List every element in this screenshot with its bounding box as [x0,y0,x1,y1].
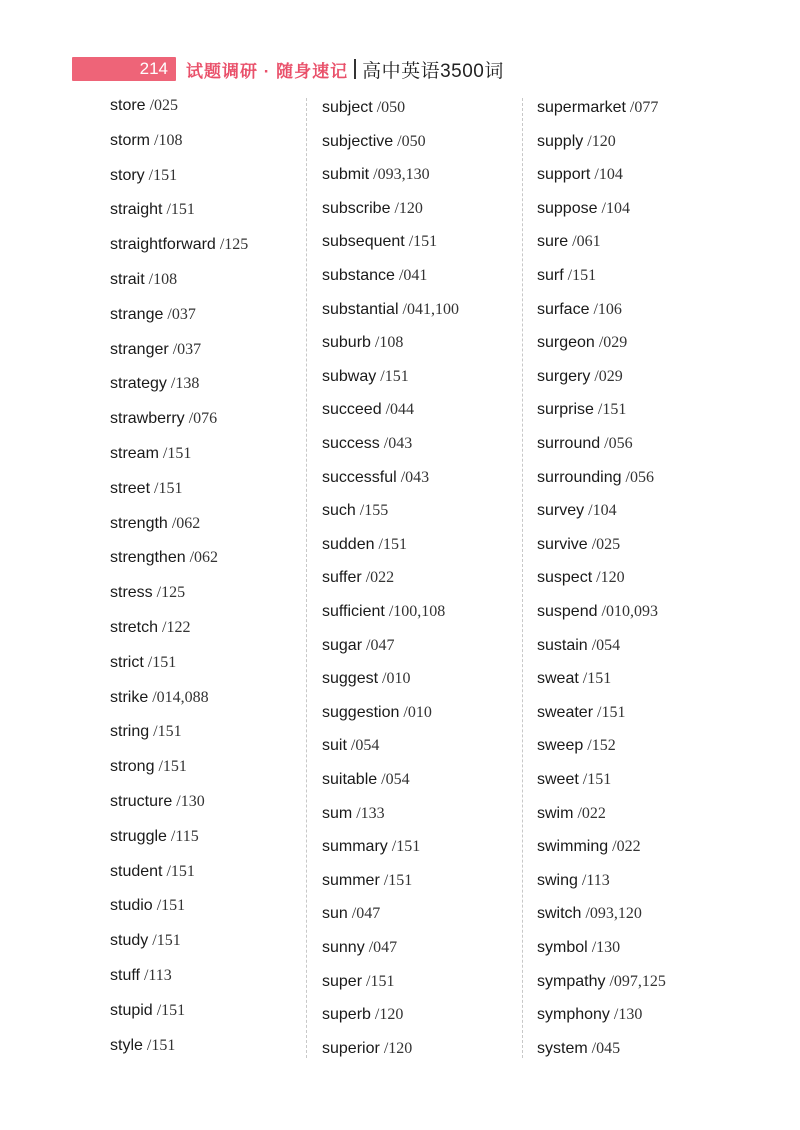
vocab-entry [537,972,666,992]
vocab-page-ref: /100,108 [384,603,446,620]
vocab-entry [322,400,414,420]
vocab-entry [322,669,411,689]
vocab-word: surf [537,267,564,284]
vocab-page-ref: /152 [583,737,616,755]
vocab-entry [110,200,195,220]
vocab-page-ref: /047 [347,905,381,923]
vocab-word: sum [322,804,353,822]
vocab-entry [537,468,654,488]
vocab-page-ref: /054 [587,636,621,654]
vocab-entry [537,98,658,118]
vocab-word: sure [537,233,569,251]
vocab-page-ref: /151 [154,758,187,776]
vocab-page-ref: /014,088 [148,688,209,706]
vocab-page-ref: /045 [587,1039,621,1057]
vocab-word: sufficient [322,603,385,620]
vocab-word: strawberry [110,410,185,428]
vocab-word: swing [537,871,578,889]
vocab-page-ref: /125 [152,584,186,602]
vocab-entry [537,266,596,286]
vocab-word: supermarket [537,99,626,116]
vocab-word: sun [322,905,348,923]
vocab-word: surrounding [537,468,622,486]
vocab-word: successful [322,468,397,486]
vocab-word: suggestion [322,703,400,721]
vocab-entry [110,270,177,290]
vocab-page-ref: /022 [608,838,641,856]
vocab-page-ref: /037 [163,305,196,323]
vocab-entry [322,434,412,454]
vocab-entry [110,548,218,568]
vocab-word: sweet [537,771,579,788]
vocab-word: strong [110,758,155,776]
vocab-entry [537,669,611,689]
vocab-word: stuff [110,967,140,984]
vocab-page-ref: /122 [158,619,191,636]
vocab-page-ref: /115 [166,827,199,845]
vocab-word: supply [537,132,584,150]
vocab-page-ref: /151 [144,166,178,184]
vocab-word: structure [110,793,173,810]
column-divider [522,98,523,1058]
vocab-word: study [110,932,149,950]
column-divider [306,98,307,1058]
header-separator [354,59,356,79]
vocab-page-ref: /151 [150,479,183,497]
vocab-page-ref: /151 [376,367,409,385]
vocab-word: suggest [322,670,379,688]
vocab-word: store [110,97,146,114]
vocab-entry [110,757,187,777]
vocab-entry [322,602,445,622]
vocab-page-ref: /151 [593,401,627,419]
vocab-page-ref: /022 [361,569,395,587]
vocab-word: strict [110,653,144,671]
vocab-entry [322,1039,412,1059]
vocab-page-ref: /108 [150,131,183,149]
vocab-word: studio [110,897,153,915]
vocab-word: sympathy [537,972,606,990]
vocab-page-ref: /130 [609,1006,643,1024]
vocab-entry [537,501,617,521]
vocab-page-ref: /151 [142,1036,176,1054]
vocab-entry [322,972,394,992]
vocab-entry [537,1005,642,1025]
vocab-entry [322,468,429,488]
vocab-word: stupid [110,1001,153,1019]
vocab-page-ref: /151 [374,535,407,553]
vocab-entry [110,722,182,742]
vocab-entry [537,770,611,790]
vocab-entry [537,300,622,320]
vocab-entry [537,367,623,387]
vocab-word: subject [322,99,373,116]
vocab-entry [322,232,437,252]
vocab-entry [110,340,201,360]
vocab-page-ref: /151 [593,703,626,721]
vocab-word: stranger [110,340,169,358]
vocab-word: stream [110,445,159,462]
vocab-word: succeed [322,401,382,419]
vocab-entry [322,333,403,353]
vocab-word: student [110,862,163,880]
vocab-entry [110,583,185,603]
vocab-word: summary [322,838,388,856]
vocab-entry [322,1005,403,1025]
vocab-page-ref: /130 [587,939,621,956]
vocab-word: suppose [537,199,598,217]
series-title: 试题调研 · 随身速记 [186,61,349,81]
vocab-entry [322,367,409,387]
vocab-page-ref: /041,100 [398,300,459,318]
vocab-entry [322,770,410,790]
vocab-entry [322,266,427,286]
vocab-entry [537,602,658,622]
vocab-page-ref: /113 [139,967,172,984]
vocab-word: survive [537,535,588,553]
vocab-page-ref: /043 [396,468,430,486]
vocab-page-ref: /151 [158,445,192,462]
vocab-word: surprise [537,401,594,419]
vocab-word: surgery [537,367,591,385]
vocab-entry [322,199,423,219]
vocab-entry [110,131,182,151]
vocab-word: strength [110,514,168,532]
vocab-entry [110,305,196,325]
book-title: 高中英语3500词 [362,60,504,82]
vocab-entry [110,688,209,708]
vocab-page-ref: /151 [379,871,413,889]
vocab-entry [322,703,432,723]
vocab-entry [322,132,426,152]
vocab-page-ref: /029 [590,367,623,385]
vocab-page-ref: /151 [162,201,195,219]
vocab-word: superb [322,1006,371,1024]
vocab-entry [322,501,388,521]
vocab-page-ref: /151 [162,862,195,880]
vocab-page-ref: /025 [145,97,179,114]
vocab-page-ref: /108 [370,334,404,352]
vocab-page-ref: /054 [346,737,380,755]
vocab-word: subscribe [322,199,391,217]
vocab-word: storm [110,131,150,149]
vocab-entry [322,636,394,656]
vocab-page-ref: /010 [378,670,411,688]
vocab-page-ref: /022 [573,804,606,822]
vocab-page-ref: /125 [215,236,249,254]
vocab-page-ref: /151 [148,932,181,950]
vocab-page-ref: /062 [167,514,201,532]
vocab-entry [537,232,601,252]
vocab-entry [537,165,623,185]
vocab-entry [537,434,633,454]
vocab-entry [110,514,200,534]
vocab-page-ref: /130 [172,793,205,810]
vocab-word: surround [537,435,601,452]
vocab-page-ref: /041 [394,267,428,284]
vocab-word: substance [322,267,395,284]
vocab-word: support [537,166,591,184]
vocab-entry [537,199,630,219]
vocab-entry [322,804,385,824]
vocab-page-ref: /077 [625,99,659,116]
vocab-word: string [110,723,150,741]
vocab-entry [322,568,394,588]
vocab-word: suit [322,737,347,755]
vocab-entry [537,568,625,588]
vocab-page-ref: /151 [387,838,421,856]
vocab-word: swim [537,804,574,822]
vocab-page-ref: /151 [152,1001,186,1019]
vocab-entry [537,535,620,555]
vocab-word: struggle [110,827,167,845]
vocab-entry [110,931,181,951]
vocab-entry [537,703,625,723]
vocab-page-ref: /029 [594,334,628,352]
vocab-entry [322,98,405,118]
vocab-page-ref: /120 [379,1039,413,1057]
vocab-entry [537,1039,620,1059]
vocab-page-ref: /151 [152,897,186,915]
vocab-entry [110,618,190,638]
vocab-page-ref: /056 [621,468,654,486]
vocab-entry [110,966,172,986]
vocab-page-ref: /025 [587,535,621,553]
vocab-entry [322,736,379,756]
page-number: 214 [72,57,176,81]
vocab-page-ref: /108 [144,271,178,288]
vocab-word: sudden [322,535,375,553]
page-header [72,56,504,82]
vocab-word: style [110,1036,143,1054]
vocab-page-ref: /062 [185,549,219,567]
vocab-word: suffer [322,569,362,587]
vocab-page-ref: /120 [592,569,625,587]
vocab-word: superior [322,1039,380,1057]
vocab-entry [537,636,620,656]
vocab-word: success [322,435,380,452]
vocab-page-ref: /151 [362,972,395,990]
vocab-word: substantial [322,300,399,318]
vocab-word: sweater [537,703,594,721]
vocab-page-ref: /050 [372,99,406,116]
vocab-page-ref: /044 [381,401,415,419]
vocab-word: symphony [537,1006,610,1024]
vocab-word: surgeon [537,334,595,352]
vocab-page-ref: /120 [370,1006,404,1024]
vocab-page-ref: /106 [589,300,622,318]
vocab-word: sugar [322,636,363,654]
vocab-entry [110,1036,175,1056]
vocab-page-ref: /133 [352,804,385,822]
vocab-entry [110,1001,185,1021]
vocab-word: swimming [537,838,609,856]
vocab-word: suspect [537,569,593,587]
vocab-word: suitable [322,771,378,788]
vocab-page-ref: /120 [390,199,423,217]
vocab-entry [537,400,626,420]
vocab-word: summer [322,871,380,889]
vocab-page-ref: /138 [166,375,200,393]
vocab-entry [537,938,620,958]
vocab-entry [110,479,182,499]
vocab-word: submit [322,166,370,184]
vocab-page-ref: /043 [379,435,413,452]
vocab-entry [537,871,610,891]
vocab-page-ref: /010 [399,703,432,721]
vocab-page-ref: /104 [584,502,617,520]
vocab-entry [110,166,177,186]
vocab-word: sustain [537,636,588,654]
vocab-page-ref: /010,093 [597,603,658,620]
vocab-page-ref: /061 [568,233,601,251]
vocab-word: subsequent [322,233,405,251]
vocab-word: sweat [537,670,579,688]
vocab-word: strategy [110,375,167,393]
vocab-entry [110,235,248,255]
vocab-entry [537,132,616,152]
vocab-page-ref: /037 [168,340,202,358]
vocab-page-ref: /151 [563,267,597,284]
vocab-page-ref: /047 [362,636,395,654]
vocab-entry [322,871,412,891]
vocab-entry [322,837,420,857]
vocab-page-ref: /113 [577,871,610,889]
vocab-page-ref: /151 [149,723,182,741]
vocab-entry [110,862,195,882]
vocab-page-ref: /097,125 [605,972,666,990]
vocab-word: suspend [537,603,598,620]
vocab-entry [110,792,205,812]
vocab-entry [322,300,459,320]
vocab-word: straightforward [110,236,216,254]
vocab-word: surface [537,300,590,318]
vocab-word: strait [110,271,145,288]
vocab-page-ref: /151 [578,670,612,688]
vocab-page-ref: /104 [597,199,630,217]
vocab-page-ref: /047 [364,939,398,956]
vocab-entry [537,904,642,924]
vocab-word: survey [537,502,585,520]
vocab-word: system [537,1039,588,1057]
vocab-entry [537,804,606,824]
vocab-entry [110,409,217,429]
vocab-page-ref: /093,130 [369,166,430,184]
vocab-entry [322,535,407,555]
vocab-word: story [110,166,145,184]
vocab-entry [110,653,176,673]
vocab-word: symbol [537,939,588,956]
vocab-entry [322,165,430,185]
vocab-page-ref: /056 [600,435,633,452]
vocab-word: suburb [322,334,371,352]
vocab-entry [322,904,380,924]
vocab-word: such [322,502,356,520]
vocab-entry [110,444,191,464]
vocab-word: stretch [110,619,159,636]
vocab-entry [537,333,627,353]
vocab-page-ref: /076 [184,410,218,428]
vocab-word: subjective [322,132,394,150]
vocab-word: switch [537,905,582,923]
vocab-entry [110,896,185,916]
vocab-page-ref: /093,120 [581,905,642,923]
vocab-page-ref: /120 [583,132,616,150]
vocab-word: super [322,972,363,990]
vocab-entry [110,96,178,116]
vocab-word: subway [322,367,377,385]
vocab-word: strike [110,688,149,706]
vocab-word: strange [110,305,164,323]
vocab-page-ref: /155 [355,502,389,520]
vocab-entry [110,374,199,394]
vocab-word: stress [110,584,153,602]
vocab-word: sunny [322,939,365,956]
vocab-page-ref: /151 [143,653,177,671]
vocab-entry [537,736,616,756]
vocab-page-ref: /151 [578,771,612,788]
vocab-page-ref: /054 [377,771,410,788]
vocab-word: straight [110,201,163,219]
vocab-word: sweep [537,737,584,755]
vocab-entry [110,827,199,847]
vocab-entry [537,837,641,857]
vocab-word: strengthen [110,549,186,567]
vocab-word: street [110,479,151,497]
vocab-page-ref: /104 [590,166,623,184]
vocab-page-ref: /151 [404,233,438,251]
vocab-entry [322,938,397,958]
vocab-page-ref: /050 [393,132,426,150]
